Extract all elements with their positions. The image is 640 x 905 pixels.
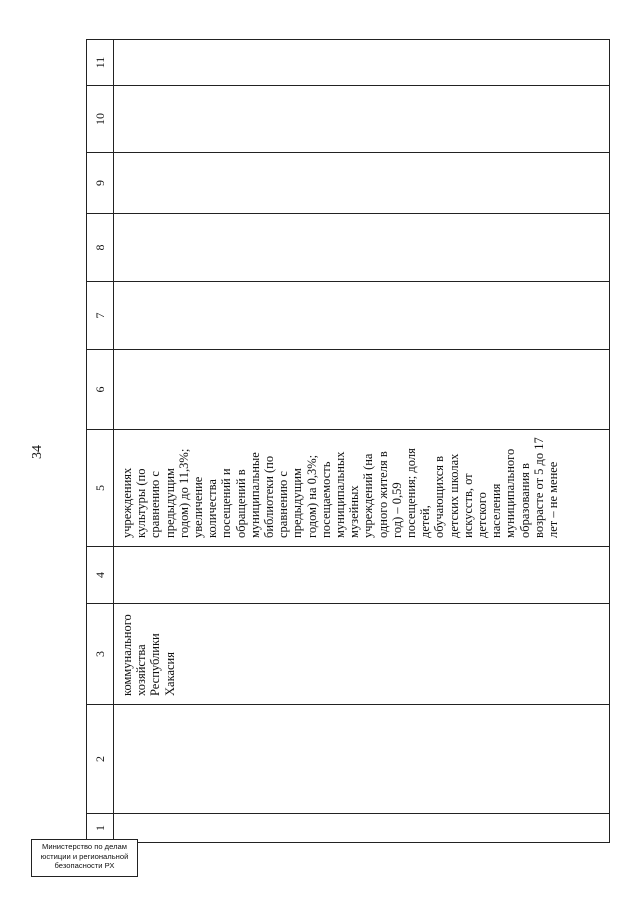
column-number: 8 xyxy=(87,214,114,282)
column-number: 7 xyxy=(87,282,114,350)
cell-col3: коммунального хозяйства Республики Хакасия xyxy=(114,604,610,705)
stamp-line: Министерство по делам xyxy=(42,842,127,851)
data-table-container xyxy=(86,40,610,843)
cell-col8 xyxy=(114,214,610,282)
cell-col7 xyxy=(114,282,610,350)
table-row xyxy=(114,40,610,843)
cell-col5: учреждениях культуры (по сравнению с предыдущим годом) до 11,3%; увеличение количества посещений и обращений в муниципальные библиотеки (по сравнению с предыдущим годом) на 0,3%; посещаемость муниципальных музейных учреждений (на одного жителя в год) – 0,59 посещения; доля детей, обучающихся в детских школах искусств, от детского населения муниципального образования в возрасте от 5 до 17 лет – не менее xyxy=(114,430,610,547)
page-number: 34 xyxy=(30,445,45,459)
rotated-table xyxy=(86,40,610,843)
cell-col10 xyxy=(114,86,610,153)
column-number: 11 xyxy=(87,40,114,86)
cell-col6 xyxy=(114,350,610,430)
cell-col11 xyxy=(114,40,610,86)
column-number: 3 xyxy=(87,604,114,705)
column-number: 4 xyxy=(87,547,114,604)
column-number: 9 xyxy=(87,153,114,214)
cell-col1 xyxy=(114,814,610,843)
column-number: 10 xyxy=(87,86,114,153)
column-number: 1 xyxy=(87,814,114,843)
column-number-row xyxy=(87,40,114,843)
stamp-line: безопасности РХ xyxy=(54,861,115,871)
stamp-line: юстиции и региональной xyxy=(40,851,129,861)
ministry-stamp xyxy=(31,839,138,877)
cell-col9 xyxy=(114,153,610,214)
column-number: 6 xyxy=(87,350,114,430)
column-number: 2 xyxy=(87,705,114,814)
program-table xyxy=(86,39,610,843)
column-number: 5 xyxy=(87,430,114,547)
cell-col2 xyxy=(114,705,610,814)
cell-col4 xyxy=(114,547,610,604)
